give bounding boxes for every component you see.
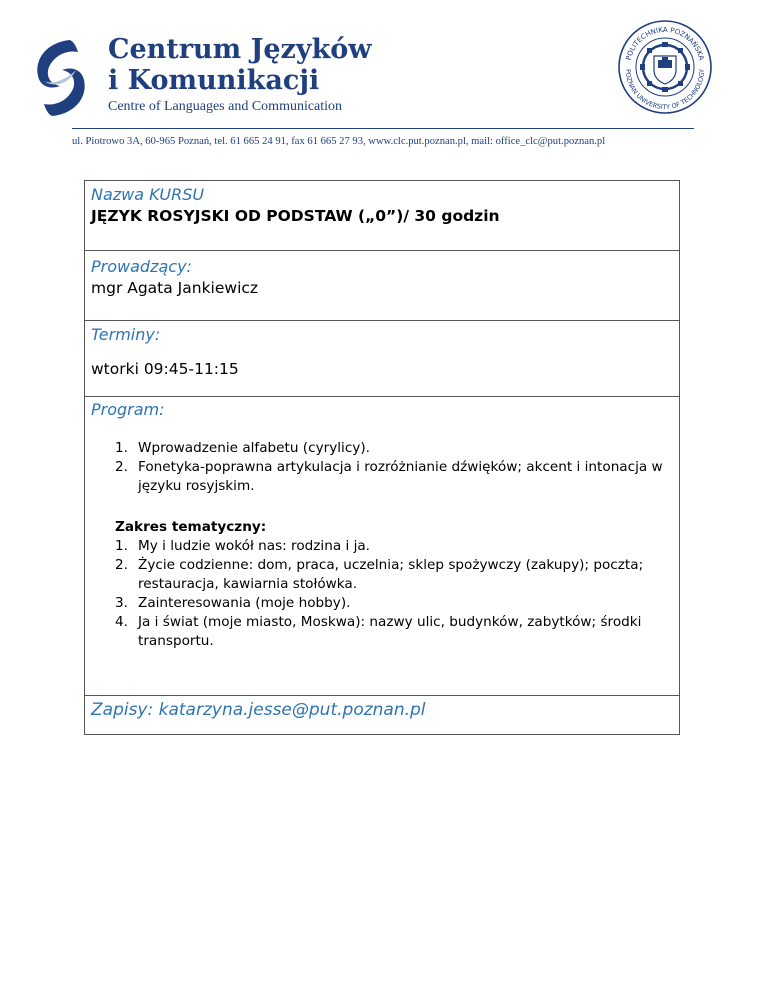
topics-heading: Zakres tematyczny:	[115, 519, 267, 535]
course-name-row	[85, 181, 679, 251]
teacher-label: Prowadzący:	[91, 257, 192, 276]
course-name-value: JĘZYK ROSYJSKI OD PODSTAW („0”)/ 30 godzin	[91, 207, 500, 225]
list-item: 2. Fonetyka-poprawna artykulacja i rozróżnianie dźwięków; akcent i intonacja w języku rosyjskim.	[115, 459, 663, 494]
program-item-2: Fonetyka-poprawna artykulacja i rozróżnianie dźwięków; akcent i intonacja w języku rosyjskim.	[138, 459, 663, 494]
course-info-table	[84, 180, 680, 735]
terms-value: wtorki 09:45-11:15	[91, 360, 239, 378]
header-divider	[72, 128, 694, 129]
topic-item-4: Ja i świat (moje miasto, Moskwa): nazwy ulic, budynków, zabytków; środki transportu.	[138, 614, 642, 649]
org-subtitle: Centre of Languages and Communication	[108, 99, 343, 114]
terms-label: Terminy:	[91, 325, 161, 344]
clc-logo-icon	[30, 36, 92, 120]
teacher-row	[85, 251, 679, 321]
topic-item-1: My i ludzie wokół nas: rodzina i ja.	[138, 538, 371, 554]
signup-row	[85, 696, 679, 734]
contact-line: ul. Piotrowo 3A, 60-965 Poznań, tel. 61 665 24 91, fax 61 665 27 93, www.clc.put.poznan.pl, mail: office_clc@put.poznan.pl	[72, 136, 606, 147]
topics-list	[115, 537, 673, 651]
program-list	[115, 439, 673, 496]
seal-text-top: POLITECHNIKA POZNAŃSKA	[624, 25, 706, 62]
list-item: 1. My i ludzie wokół nas: rodzina i ja.	[115, 538, 371, 554]
terms-row	[85, 321, 679, 397]
topic-item-2: Życie codzienne: dom, praca, uczelnia; sklep spożywczy (zakupy); poczta; restauracja, kawiarnia stołówka.	[138, 557, 644, 592]
teacher-value: mgr Agata Jankiewicz	[91, 279, 259, 297]
program-item-1: Wprowadzenie alfabetu (cyrylicy).	[138, 440, 370, 456]
list-item: 3. Zainteresowania (moje hobby).	[115, 595, 351, 611]
program-row	[85, 397, 679, 696]
university-seal-icon	[616, 18, 714, 116]
list-item: 1. Wprowadzenie alfabetu (cyrylicy).	[115, 440, 370, 456]
program-label: Program:	[91, 400, 165, 419]
course-name-label: Nazwa KURSU	[91, 185, 205, 204]
letterhead	[0, 0, 768, 150]
signup-label: Zapisy: katarzyna.jesse@put.poznan.pl	[91, 700, 426, 720]
org-title-line1: Centrum Języków	[108, 34, 372, 65]
topic-item-3: Zainteresowania (moje hobby).	[138, 595, 351, 611]
org-title-line2: i Komunikacji	[108, 65, 320, 96]
list-item: 2. Życie codzienne: dom, praca, uczelnia; sklep spożywczy (zakupy); poczta; restauracja, kawiarnia stołówka.	[115, 557, 644, 592]
list-item: 4. Ja i świat (moje miasto, Moskwa): nazwy ulic, budynków, zabytków; środki transportu.	[115, 614, 642, 649]
org-title	[108, 34, 372, 96]
seal-text-bottom: POZNAN UNIVERSITY OF TECHNOLOGY	[623, 68, 707, 112]
